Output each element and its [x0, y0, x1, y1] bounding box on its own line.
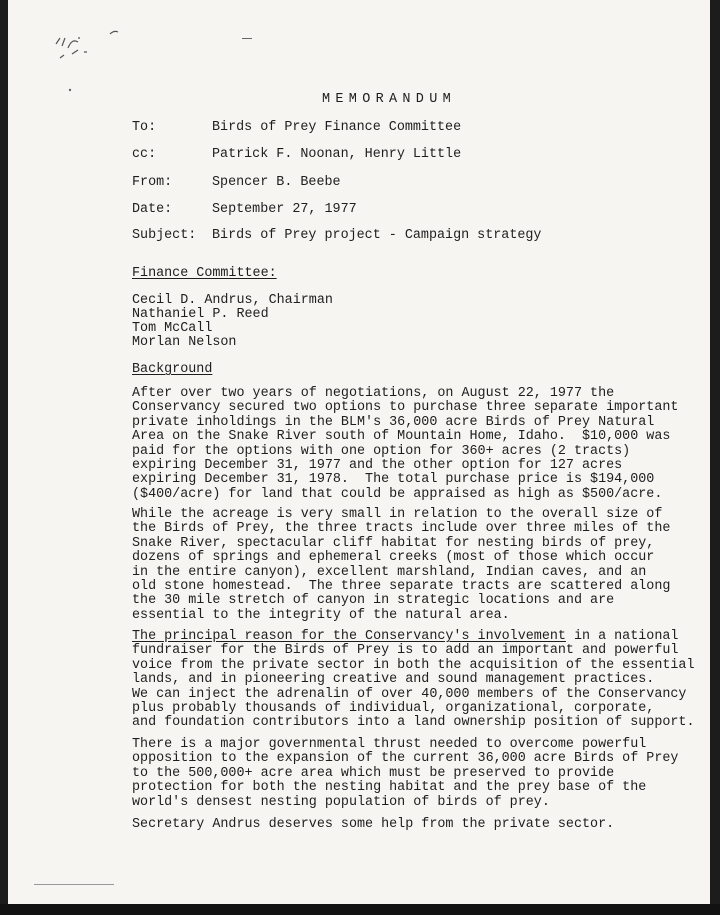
paragraph-closing: Secretary Andrus deserves some help from the private sector.	[132, 817, 615, 832]
memo-title: MEMORANDUM	[322, 92, 457, 107]
from-label: From:	[132, 175, 173, 190]
stray-mark	[242, 38, 252, 39]
date-label: Date:	[132, 202, 173, 217]
to-value: Birds of Prey Finance Committee	[212, 120, 462, 135]
background-heading: Background	[132, 362, 213, 377]
memo-page	[8, 0, 710, 904]
date-value: September 27, 1977	[212, 202, 357, 217]
paragraph-involvement-rest: in a national fundraiser for the Birds of Prey is to add an important and powerful voice from the private sector in both the acquisition of the essential lands, and in pioneering creative and sound management practices. We can inject the adrenalin of over 40,000 members of the Conservancy plus probably thousands of individual, organizational, corporate, and foundation contributors into a land ownership position of support.	[132, 629, 695, 731]
committee-member: Tom McCall	[132, 321, 213, 336]
committee-member: Morlan Nelson	[132, 335, 237, 350]
finance-committee-heading: Finance Committee:	[132, 266, 277, 281]
paragraph-governmental-thrust: There is a major governmental thrust needed to overcome powerful opposition to the expansion of the current 36,000 acre Birds of Prey to the 500,000+ acre area which must be preserved to provide protection for both the nesting habitat and the prey base of the world's densest nesting population of birds of prey.	[132, 737, 679, 810]
paragraph-acreage: While the acreage is very small in relation to the overall size of the Birds of Prey, the three tracts include over three miles of the Snake River, spectacular cliff habitat for nesting birds of prey, dozens of springs and ephemeral creeks (most of those which occur in the entire canyon), excellent marshland, Indian caves, and an old stone homestead. The three separate tracts are scattered along the 30 mile stretch of canyon in strategic locations and are essential to the integrity of the natural area.	[132, 507, 671, 623]
to-label: To:	[132, 120, 157, 135]
paragraph-options: After over two years of negotiations, on August 22, 1977 the Conservancy secured two options to purchase three separate important private inholdings in the BLM's 36,000 acre Birds of Prey Natural Area on the Snake River south of Mountain Home, Idaho. $10,000 was paid for the options with one option for 360+ acres (2 tracts) expiring December 31, 1977 and the other option for 127 acres expiring December 31, 1978. The total purchase price is $194,000 ($400/acre) for land that could be appraised as high as $500/acre.	[132, 386, 679, 502]
subject-value: Birds of Prey project - Campaign strategy	[212, 228, 542, 243]
bottom-edge-mark	[34, 884, 114, 885]
handwritten-marks	[48, 24, 138, 94]
paragraph-involvement	[132, 630, 695, 731]
scan-border	[0, 904, 720, 915]
cc-label: cc:	[132, 147, 157, 162]
from-value: Spencer B. Beebe	[212, 175, 341, 190]
subject-label: Subject:	[132, 228, 197, 243]
committee-member: Nathaniel P. Reed	[132, 307, 269, 322]
committee-member: Cecil D. Andrus, Chairman	[132, 293, 333, 308]
principal-reason-underline: The principal reason for the Conservancy's involvement	[132, 629, 566, 644]
cc-value: Patrick F. Noonan, Henry Little	[212, 147, 462, 162]
